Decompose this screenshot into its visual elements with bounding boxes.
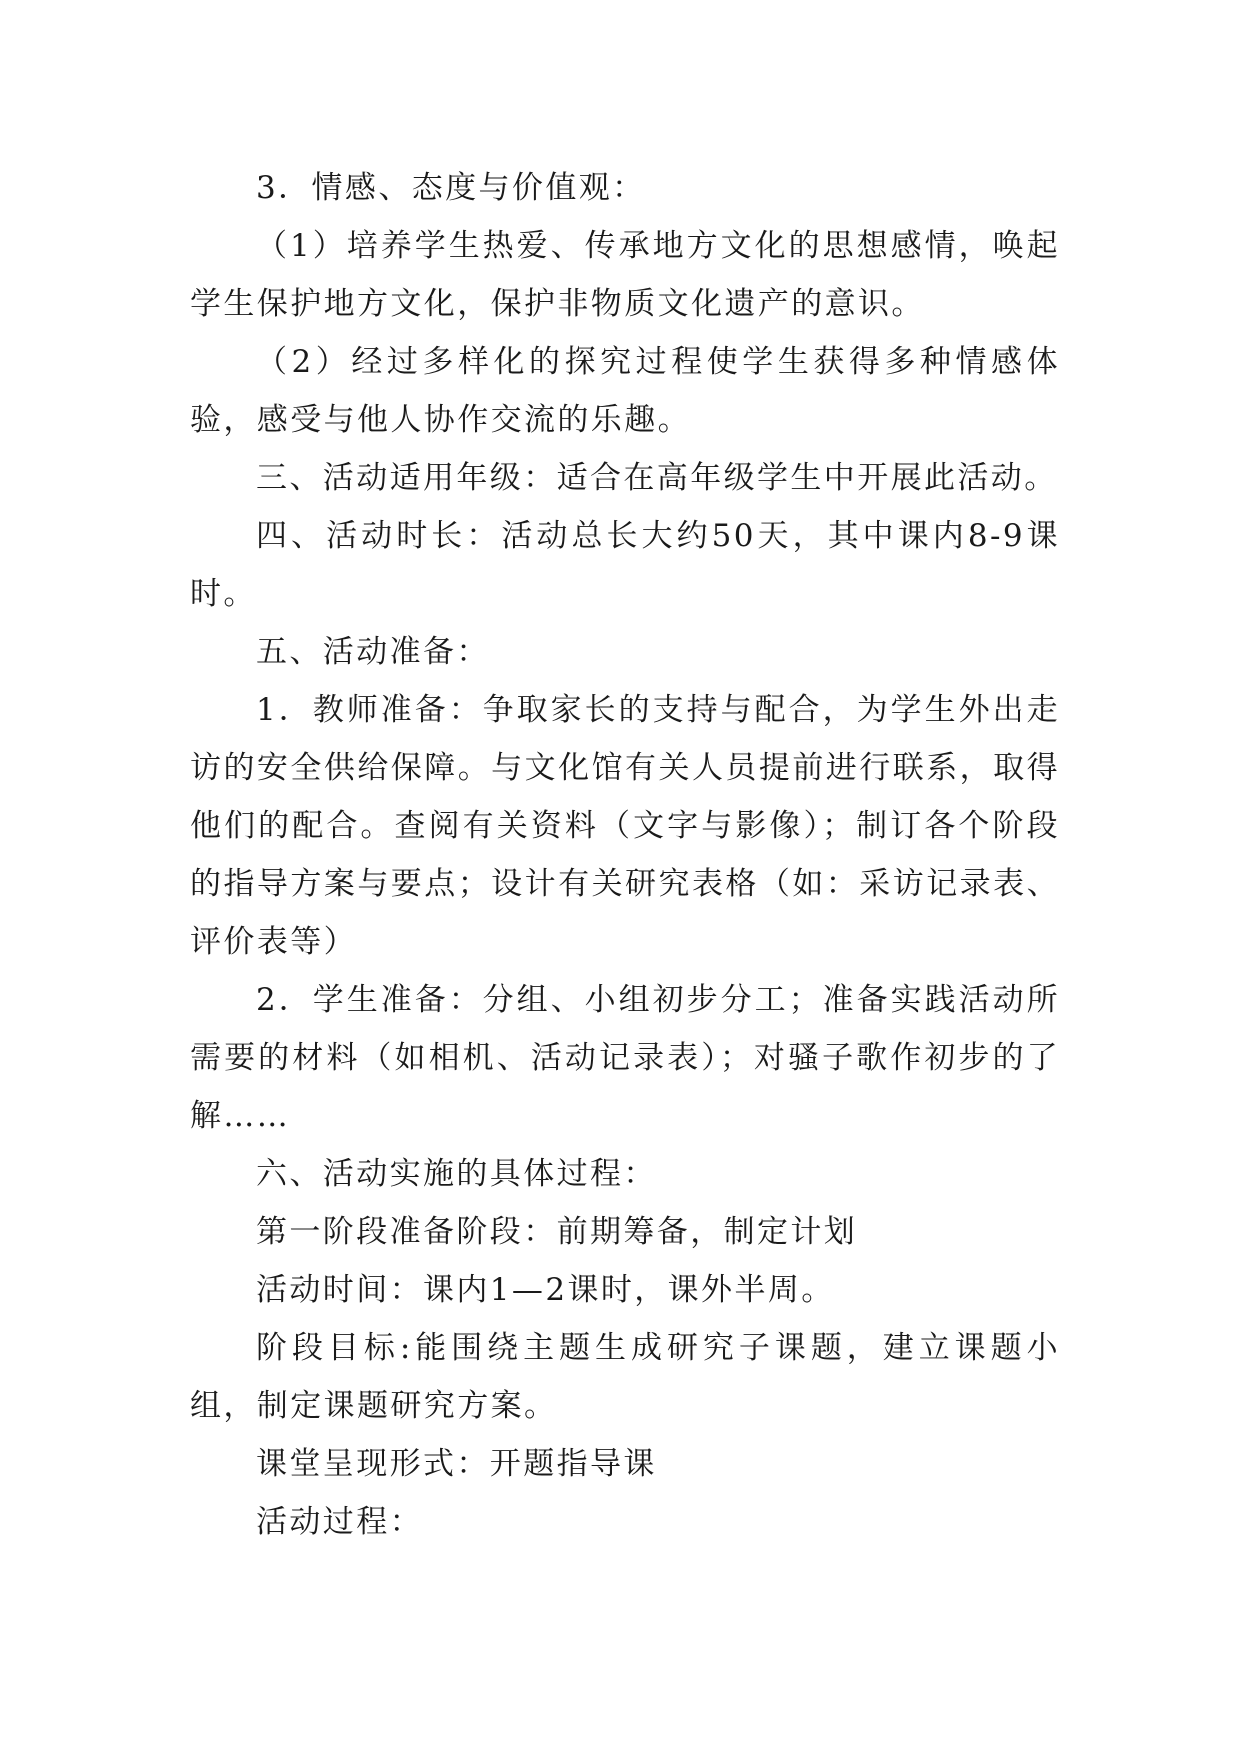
paragraph-goal-1: （1）培养学生热爱、传承地方文化的思想感情，唤起学生保护地方文化，保护非物质文化遗产的意识。 <box>190 228 1060 322</box>
stage-one-class-format: 课堂呈现形式：开题指导课 <box>256 1446 657 1482</box>
paragraph-student-preparation: 2．学生准备：分组、小组初步分工；准备实践活动所需要的材料（如相机、活动记录表）；对骚子歌作初步的了解…… <box>190 982 1060 1134</box>
heading-emotion-attitude-values: 3．情感、态度与价值观： <box>256 170 646 206</box>
stage-one-title: 第一阶段准备阶段：前期筹备，制定计划 <box>256 1214 858 1250</box>
section-grade-level: 三、活动适用年级：适合在高年级学生中开展此活动。 <box>256 460 1058 496</box>
paragraph-teacher-preparation: 1．教师准备：争取家长的支持与配合，为学生外出走访的安全供给保障。与文化馆有关人员提前进行联系，取得他们的配合。查阅有关资料（文字与影像）；制订各个阶段的指导方案与要点；设计有关研究表格（如：采访记录表、评价表等） <box>190 692 1060 960</box>
section-process-heading: 六、活动实施的具体过程： <box>256 1156 657 1192</box>
section-preparation-heading: 五、活动准备： <box>256 634 490 670</box>
document-body <box>190 159 1060 1551</box>
stage-one-goal: 阶段目标:能围绕主题生成研究子课题，建立课题小组，制定课题研究方案。 <box>190 1330 1060 1424</box>
stage-one-time: 活动时间：课内1—2课时，课外半周。 <box>256 1272 835 1308</box>
section-duration: 四、活动时长：活动总长大约50天，其中课内8-9课时。 <box>190 518 1060 612</box>
paragraph-goal-2: （2）经过多样化的探究过程使学生获得多种情感体验，感受与他人协作交流的乐趣。 <box>190 344 1060 438</box>
stage-one-process-label: 活动过程： <box>256 1504 423 1540</box>
